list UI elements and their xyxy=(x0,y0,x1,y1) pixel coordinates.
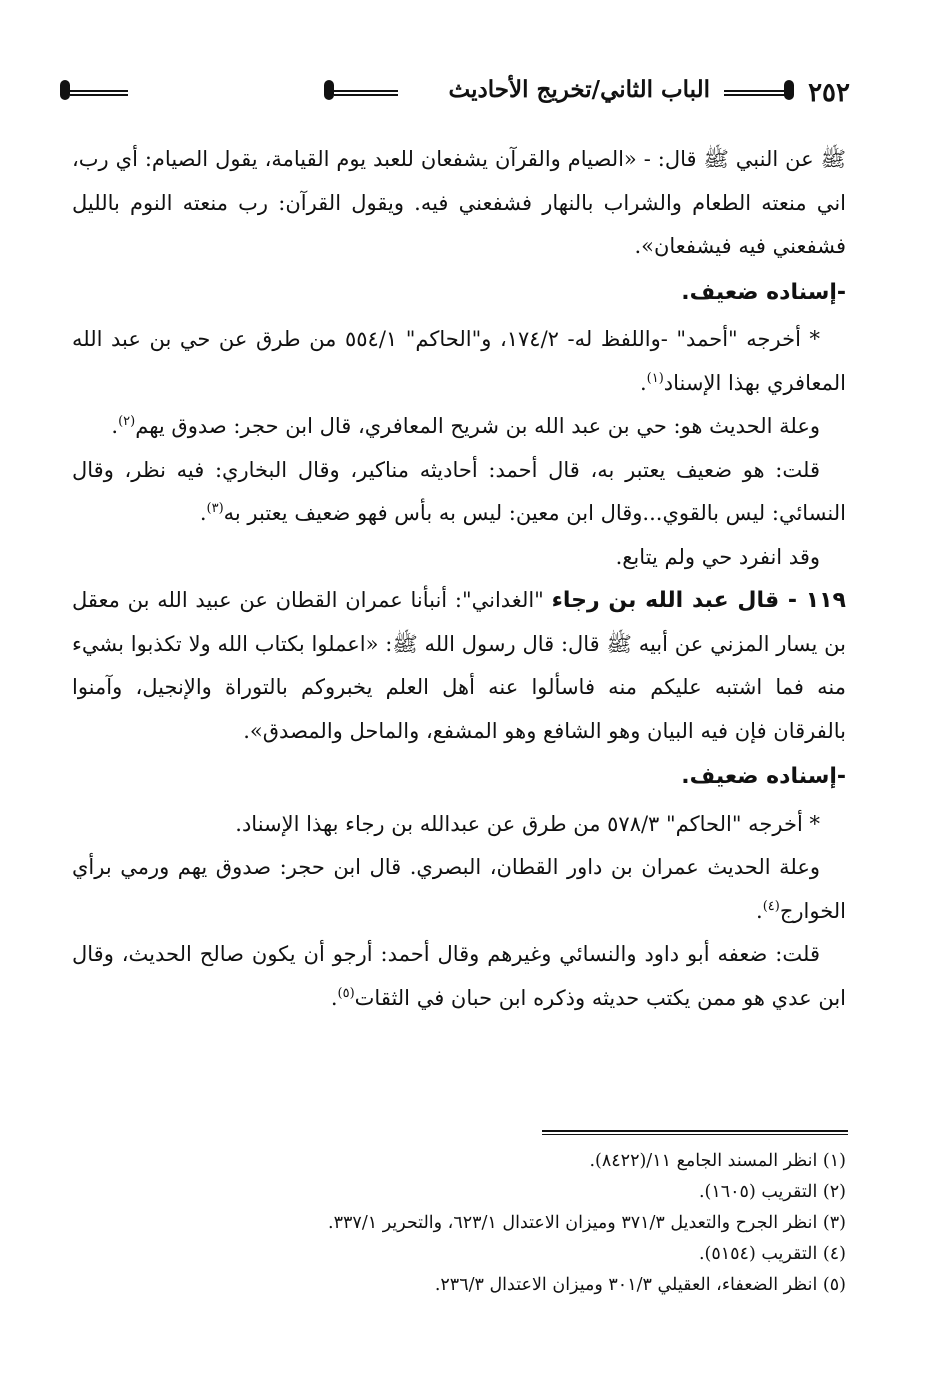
footnote-3: (٣) انظر الجرح والتعديل ٣٧١/٣ وميزان الاعتدال ٦٢٣/١، والتحرير ٣٣٧/١. xyxy=(328,1213,846,1233)
paragraph-comment: قلت: هو ضعيف يعتبر به، قال أحمد: أحاديثه مناكير، وقال البخاري: فيه نظر، وقال النسائي: ليس بالقوي...وقال ابن معين: ليس به بأس فهو ضعيف يعتبر به$^{(٣)}$. xyxy=(72,457,846,525)
header-rule-middle xyxy=(334,90,398,96)
paragraph-hadith-text: ﷺ عن النبي ﷺ قال: - «الصيام والقرآن يشفعان للعبد يوم القيامة، يقول الصيام: أي رب، اني منعته الطعام والشراب بالنهار فشفعني فيه. ويقول القرآن: رب منعته النوم بالليل فشفعني فيه فيشفعان». xyxy=(72,147,846,258)
paragraph-illah: وعلة الحديث هو: حي بن عبد الله بن شريح المعافري، قال ابن حجر: صدوق يهم$^{(٢)}$. xyxy=(111,414,820,438)
main-text xyxy=(72,138,846,1020)
footnote-ref-5[interactable]: (٥) xyxy=(337,985,355,1001)
footnote-5: (٥) انظر الضعفاء، العقيلي ٣٠١/٣ وميزان الاعتدال ٢٣٦/٣. xyxy=(434,1275,846,1295)
paragraph-illah-2: وعلة الحديث عمران بن داور القطان، البصري. قال ابن حجر: صدوق يهم ورمي برأي الخوارج$^{(٤)}$. xyxy=(72,855,846,923)
comment-text: قلت: هو ضعيف يعتبر به، قال أحمد: أحاديثه مناكير، وقال البخاري: فيه نظر، وقال النسائي: ليس بالقوي...وقال ابن معين: ليس به بأس فهو ضعيف يعتبر به xyxy=(72,457,846,525)
takhrij-text: * أخرجه "أحمد" -واللفظ له- ١٧٤/٢، و"الحاكم" ٥٥٤/١ من طرق عن حي بن عبد الله المعافري بهذا الإسناد xyxy=(72,327,846,395)
footnote-1: (١) انظر المسند الجامع ١١/(٨٤٢٢). xyxy=(589,1151,846,1171)
running-title: الباب الثاني/تخريج الأحاديث xyxy=(448,76,710,103)
header-ornament-left xyxy=(60,80,70,100)
footnote-2: (٢) التقريب (١٦٠٥). xyxy=(698,1182,846,1202)
footnote-ref-1[interactable]: (١) xyxy=(646,370,664,386)
comment-2-text: قلت: ضعفه أبو داود والنسائي وغيرهم وقال أحمد: أرجو أن يكون صالح الحديث، وقال ابن عدي هو ممن يكتب حديثه وذكره ابن حبان في الثقات xyxy=(72,942,846,1010)
header-rule-right xyxy=(724,90,790,96)
hadith-119-text: "الغداني": أنبأنا عمران القطان عن عبيد الله بن معقل بن يسار المزني عن أبيه ﷺ قال: قال رسول الله ﷺ: «اعملوا بكتاب الله ولا تكذبوا بشيء منه فما اشتبه عليكم منه فاسألوا عنه أهل العلم يخبروكم بالتوراة والإنجيل، وآمنوا بالفرقان فإن فيه البيان وهو الشافع وهو المشفع، والماحل والمصدق». xyxy=(72,588,846,743)
illah-text: وعلة الحديث هو: حي بن عبد الله بن شريح المعافري، قال ابن حجر: صدوق يهم xyxy=(135,414,820,438)
running-header xyxy=(60,70,850,126)
paragraph-takhrij: * أخرجه "أحمد" -واللفظ له- ١٧٤/٢، و"الحاكم" ٥٥٤/١ من طرق عن حي بن عبد الله المعافري بهذا الإسناد$^{(١)}$. xyxy=(72,327,846,395)
paragraph-takhrij-2: * أخرجه "الحاكم" ٥٧٨/٣ من طرق عن عبدالله بن رجاء بهذا الإسناد. xyxy=(235,811,820,836)
header-rule-left xyxy=(70,90,128,96)
footnote-divider xyxy=(542,1130,848,1135)
paragraph-note: وقد انفرد حي ولم يتابع. xyxy=(615,544,820,569)
paragraph-comment-2: قلت: ضعفه أبو داود والنسائي وغيرهم وقال أحمد: أرجو أن يكون صالح الحديث، وقال ابن عدي هو ممن يكتب حديثه وذكره ابن حبان في الثقات$^{(٥)}$. xyxy=(72,942,846,1010)
footnote-ref-4[interactable]: (٤) xyxy=(762,898,780,914)
illah-2-text: وعلة الحديث عمران بن داور القطان، البصري. قال ابن حجر: صدوق يهم ورمي برأي الخوارج xyxy=(72,855,846,923)
hadith-number-heading: ١١٩ - قال عبد الله بن رجاء xyxy=(551,588,846,613)
footnotes-list xyxy=(72,1146,846,1301)
header-ornament-middle xyxy=(324,80,334,100)
footnote-4: (٤) التقريب (٥١٥٤). xyxy=(698,1244,846,1264)
page-number: ٢٥٢ xyxy=(808,78,850,108)
grading-heading-2: -إسناده ضعيف. xyxy=(681,764,846,789)
footnote-ref-2[interactable]: (٢) xyxy=(118,414,136,429)
paragraph-hadith-119 xyxy=(72,579,846,753)
footnote-ref-3[interactable]: (٣) xyxy=(206,501,224,516)
grading-heading: -إسناده ضعيف. xyxy=(681,279,846,305)
